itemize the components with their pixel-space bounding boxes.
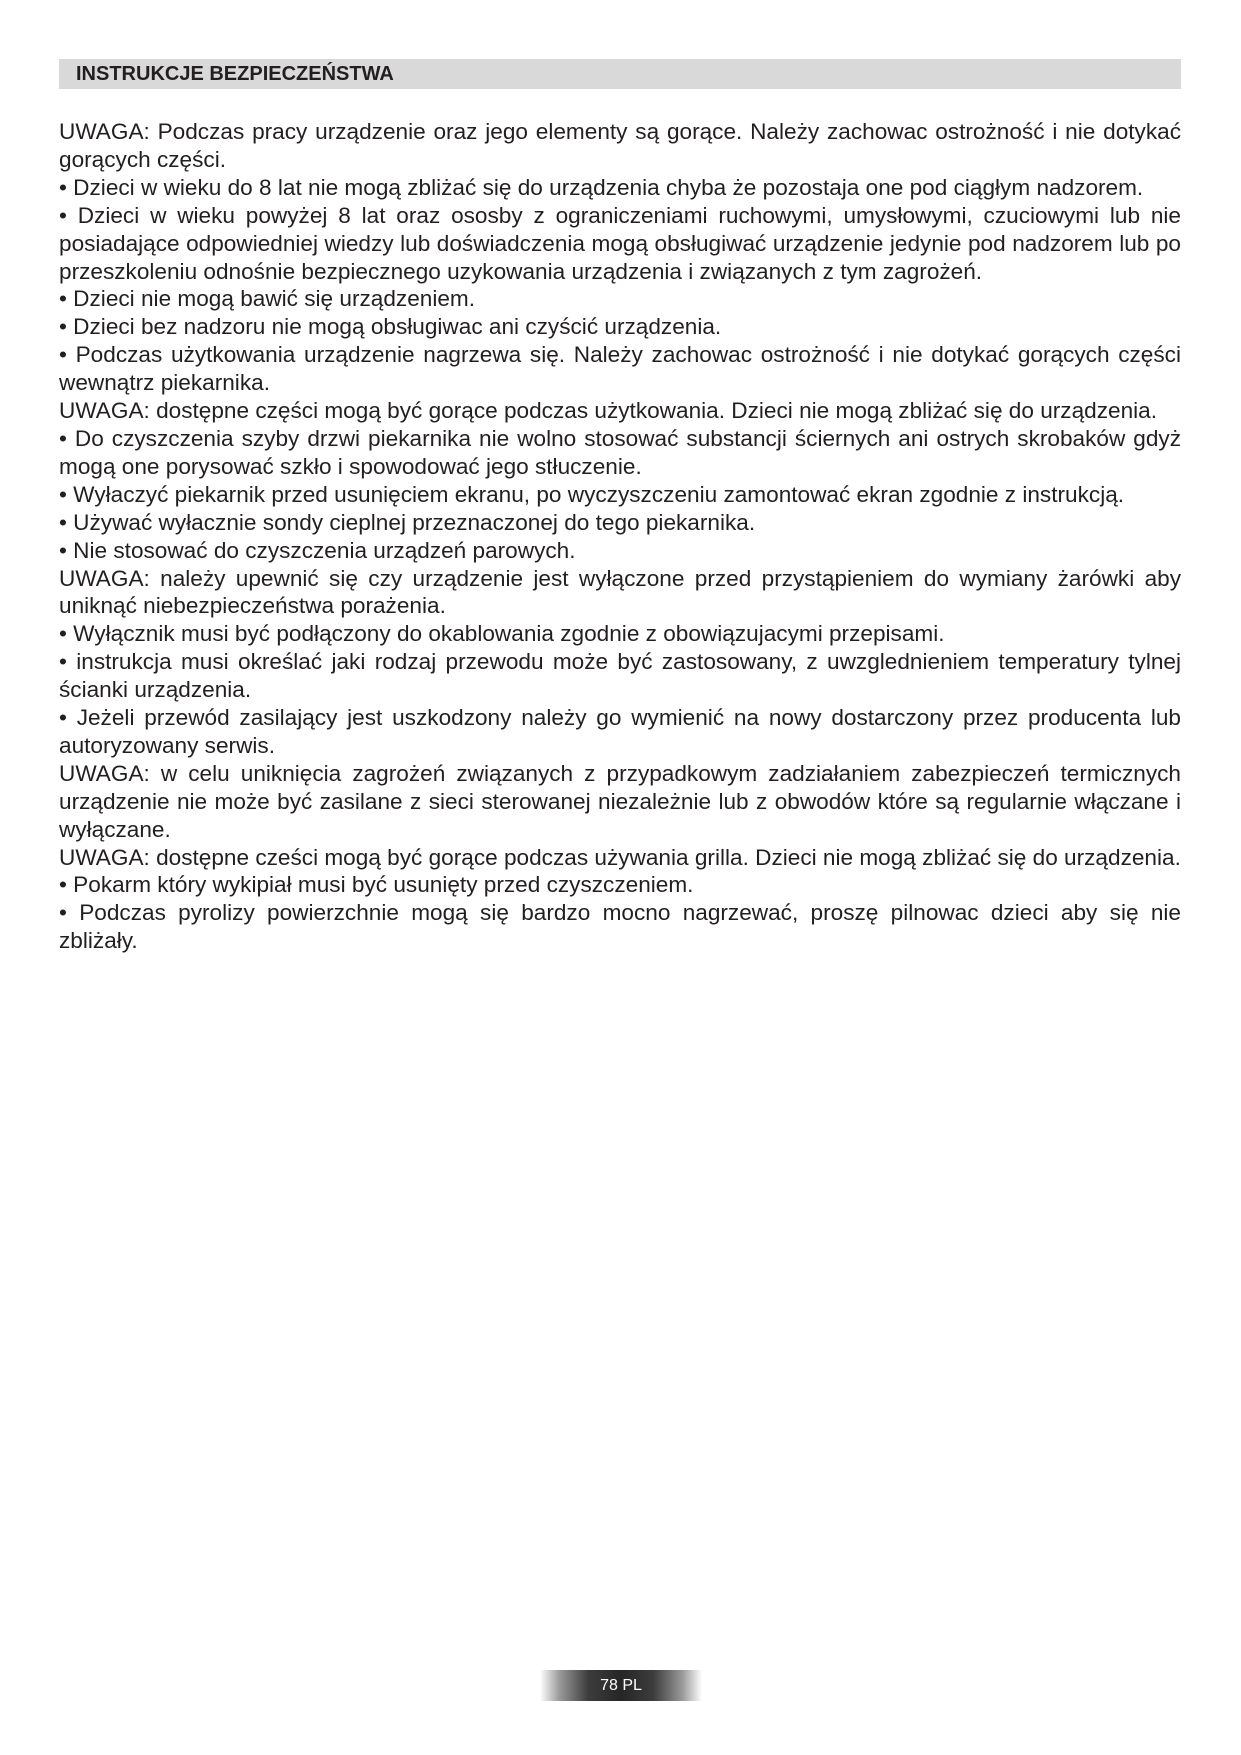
page-number: 78 PL — [540, 1670, 702, 1701]
paragraph-spillage: • Pokarm który wykipiał musi być usunięty przed czyszczeniem. — [59, 872, 694, 898]
paragraph-temperature-probe: • Używać wyłacznie sondy cieplnej przeznaczonej do tego piekarnika. — [59, 509, 756, 535]
paragraph-glass-cleaning: • Do czyszczenia szyby drzwi piekarnika nie wolno stosować substancji ściernych ani ostrych skrobaków gdyż mogą one porysować szkło i spowodować jego stłuczenie. — [59, 425, 1181, 479]
paragraph-warning-bulb-replacement: UWAGA: należy upewnić się czy urządzenie jest wyłączone przed przystąpieniem do wymiany żarówki aby uniknąć niebezpieczeństwa porażenia. — [59, 565, 1181, 619]
paragraph-warning-hot-parts: UWAGA: Podczas pracy urządzenie oraz jego elementy są gorące. Należy zachowac ostrożność i nie dotykać gorących części. — [59, 119, 1181, 172]
paragraph-no-playing: • Dzieci nie mogą bawić się urządzeniem. — [59, 286, 476, 312]
paragraph-screen-removal: • Wyłaczyć piekarnik przed usunięciem ekranu, po wyczyszczeniu zamontować ekran zgodnie z instrukcją. — [59, 481, 1125, 507]
safety-instructions-text — [59, 118, 1181, 955]
paragraph-warning-thermal-cutout: UWAGA: w celu uniknięcia zagrożeń związanych z przypadkowym zadziałaniem zabezpieczeń termicznych urządzenie nie może być zasilane z sieci sterowanej niezależnie lub z obwodów które są regularnie włączane i wyłączane. — [59, 760, 1181, 842]
paragraph-warning-grill: UWAGA: dostępne cześci mogą być gorące podczas używania grilla. Dzieci nie mogą zbliżać się do urządzenia. — [59, 844, 1181, 870]
paragraph-heats-during-use: • Podczas użytkowania urządzenie nagrzewa się. Należy zachowac ostrożność i nie dotykać gorących części wewnątrz piekarnika. — [59, 342, 1181, 396]
paragraph-no-unsupervised-cleaning: • Dzieci bez nadzoru nie mogą obsługiwac ani czyścić urządzenia. — [59, 314, 722, 340]
paragraph-children-under-8: • Dzieci w wieku do 8 lat nie mogą zbliżać się do urządzenia chyba że pozostaja one pod ciągłym nadzorem. — [59, 174, 1144, 200]
paragraph-cable-type: • instrukcja musi określać jaki rodzaj przewodu może być zastosowany, z uwzglednieniem temperatury tylnej ścianki urządzenia. — [59, 649, 1181, 703]
paragraph-damaged-cable: • Jeżeli przewód zasilający jest uszkodzony należy go wymienić na nowy dostarczony przez producenta lub autoryzowany serwis. — [59, 705, 1181, 758]
paragraph-switch-wiring: • Wyłącznik musi być podłączony do okablowania zgodnie z obowiązujacymi przepisami. — [59, 621, 945, 647]
paragraph-pyrolysis: • Podczas pyrolizy powierzchnie mogą się bardzo mocno nagrzewać, proszę pilnowac dzieci aby się nie zbliżały. — [59, 900, 1181, 954]
paragraph-children-over-8: • Dzieci w wieku powyżej 8 lat oraz ososby z ograniczeniami ruchowymi, umysłowymi, czuciowymi lub nie posiadające odpowiedniej wiedzy lub doświadczenia mogą obsługiwać urządzenie jedynie pod nadzorem lub po przeszkoleniu odnośnie bezpiecznego uzykowania urządzenia i związanych z tym zagrożeń. — [59, 202, 1181, 284]
section-header: INSTRUKCJE BEZPIECZEŃSTWA — [59, 59, 1181, 89]
paragraph-no-steam-cleaners: • Nie stosować do czyszczenia urządzeń parowych. — [59, 537, 576, 563]
paragraph-warning-accessible-parts: UWAGA: dostępne części mogą być gorące podczas użytkowania. Dzieci nie mogą zbliżać się do urządzenia. — [59, 398, 1158, 424]
